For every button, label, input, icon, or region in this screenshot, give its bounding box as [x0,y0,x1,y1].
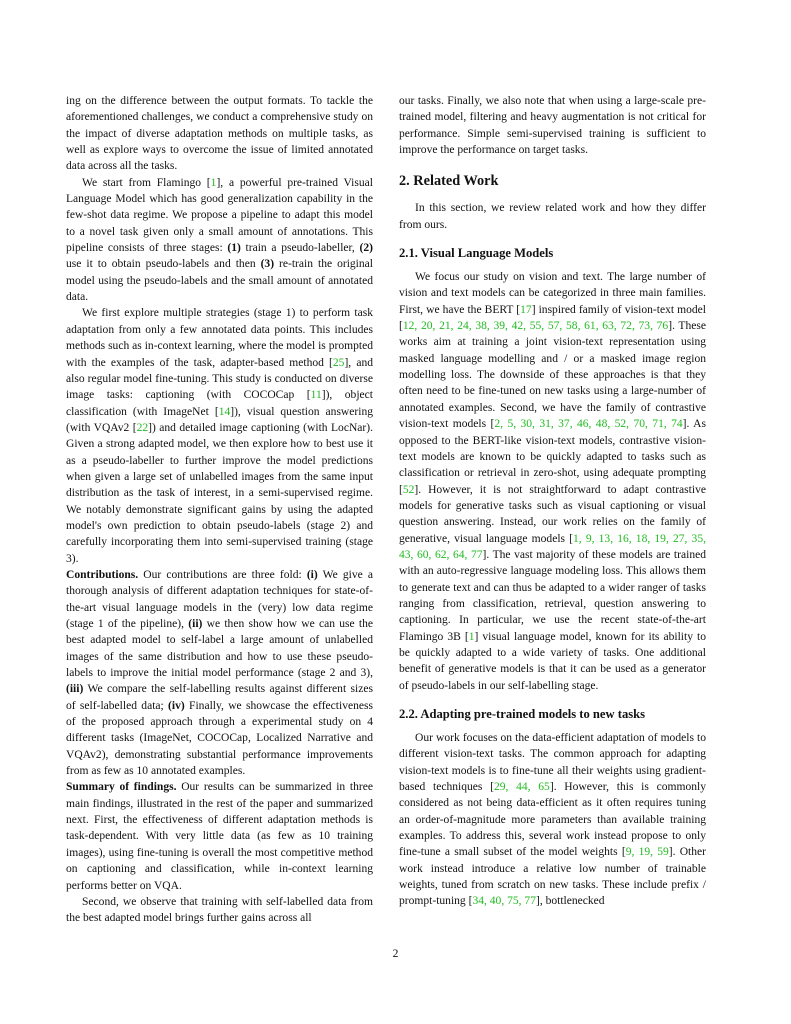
paragraph-flamingo-pipeline: We start from Flamingo [1], a powerful pre-trained Visual Language Model which has good generalization capability in the few-shot data regime. We propose a pipeline to adapt this model to a novel task given only a small amount of annotations. This pipeline consists of three stages: (1) train a pseudo-labeller, (2) use it to obtain pseudo-labels and then (3) re-train the original model using the pseudo-labels and the small amount of annotated data. [66,176,373,304]
left-column [66,93,373,927]
citation-link[interactable]: 52 [402,483,415,496]
citation-link[interactable]: 1 [468,630,475,643]
citation-link[interactable]: 25 [332,356,345,369]
citation-link[interactable]: 17 [520,303,532,316]
citation-link[interactable]: 11 [310,389,322,402]
citation-link[interactable]: 1 [210,176,217,189]
paragraph-summary-of-findings: Summary of findings. Our results can be summarized in three main findings, illustrated in the rest of the paper and summarized next. First, the effectiveness of different adaptation methods is task-dependent. With very little data (as few as 10 training images), using fine-tuning is overall the most competitive method on captioning and classification, while in-context learning performs better on VQA. [66,781,373,892]
subsection-title-adapting-models: 2.2. Adapting pre-trained models to new tasks [399,707,646,721]
paragraph-final-finding: our tasks. Finally, we also note that when using a large-scale pre-trained model, filtering and heavy augmentation is not critical for performance. Simple semi-supervised training is sufficient to improve the performance on target tasks. [399,95,706,157]
citation-link[interactable]: 1, 9, 13, 16, 18, 19, 27, 35, 43, 60, 62, 64, 77 [399,532,706,561]
contributions-heading: Contributions. [66,568,139,581]
paragraph-second-finding: Second, we observe that training with self-labelled data from the best adapted model brings further gains across all [66,895,373,925]
paragraph-adapting-models: Our work focuses on the data-efficient adaptation of models to different vision-text tasks. The common approach for adapting vision-text models is to fine-tune all their weights using gradient-based techniques [29, 44, 65]. However, this is commonly considered as not being data-efficient as it often requires tuning an order-of-magnitude more parameters than available training examples. To address this, several work instead propose to only fine-tune a small subset of the model weights [9, 19, 59]. Other work instead introduce a relative low number of trainable weights, tuned from scratch on new tasks. These include prefix / prompt-tuning [34, 40, 75, 77], bottlenecked [399,732,706,908]
paragraph-intro-continued: ing on the difference between the output formats. To tackle the aforementioned challenges, we conduct a comprehensive study on the impact of diverse adaptation methods on multiple tasks, as well as explore ways to overcome the issue of limited annotated data across all the tasks. [66,95,373,173]
paragraph-related-work-intro: In this section, we review related work and how they differ from ours. [399,202,706,231]
paragraph-contributions: Contributions. Our contributions are three fold: (i) We give a thorough analysis of different adaptation techniques for state-of-the-art visual language models in the (very) low data regime (stage 1 of the pipeline), (ii) we then show how we can use the best adapted model to self-label a large amount of unlabelled images of the same distribution and how to use these pseudo-labels to improve the initial model performance (stage 2 and 3), (iii) We compare the self-labelling results against different sizes of self-labelled data; (iv) Finally, we showcase the effectiveness of the proposed approach through a experimental study on 4 different tasks (ImageNet, COCOCap, Localized Narrative and VQAv2), demonstrating substantial performance improvements from as few as 10 annotated examples. [66,568,373,778]
citation-link[interactable]: 2, 5, 30, 31, 37, 46, 48, 52, 70, 71, 74 [494,418,683,431]
citation-link[interactable]: 34, 40, 75, 77 [472,895,536,908]
citation-link[interactable]: 12, 20, 21, 24, 38, 39, 42, 55, 57, 58, 61, 63, 72, 73, 76 [402,320,669,333]
citation-link[interactable]: 29, 44, 65 [493,781,550,794]
citation-link[interactable]: 9, 19, 59 [625,846,669,859]
section-title-related-work: 2. Related Work [399,173,499,190]
right-column [399,93,706,910]
citation-link[interactable]: 14 [218,405,231,418]
citation-link[interactable]: 22 [136,421,149,434]
paragraph-visual-language-models: We focus our study on vision and text. The large number of vision and text models can be categorized in three main families. First, we have the BERT [17] inspired family of vision-text model [12, 20, 21, 24, 38, 39, 42, 55, 57, 58, 61, 63, 72, 73, 76]. These works aim at training a joint vision-text representation using masked language modelling and / or a masked image region modelling loss. The downside of these approaches is that they often need to be fine-tuned on new tasks using a large-number of annotated examples. Second, we have the family of contrastive vision-text models [2, 5, 30, 31, 37, 46, 48, 52, 70, 71, 74]. As opposed to the BERT-like vision-text models, contrastive vision-text models are known to be quickly adapted to tasks such as classification or retrieval in zero-shot, using adequate prompting [52]. However, it is not straightforward to adapt contrastive models for generative tasks such as visual captioning or visual question answering. Instead, our work relies on the family of generative, visual language models [1, 9, 13, 16, 18, 19, 27, 35, 43, 60, 62, 64, 77]. The vast majority of these models are trained with an auto-regressive language modeling loss. This allows them to generate text and can thus be adapted to a wider ranger of tasks ranging from classification, retrieval, question answering to captioning. In particular, we use the recent state-of-the-art Flamingo 3B [1] visual language model, known for its ability to be quickly adapted to a wide variety of tasks. One additional benefit of generative models is that it can be used as a generator of pseudo-labels in our self-labelling stage. [399,271,707,692]
page-number: 2 [392,948,399,960]
subsection-title-visual-language-models: 2.1. Visual Language Models [399,246,554,261]
paragraph-adaptation-strategies: We first explore multiple strategies (stage 1) to perform task adaptation from only a few annotated data points. This includes methods such as in-context learning, where the model is prompted with the examples of the task, adapter-based method [25], and also regular model fine-tuning. This study is conducted on diverse image tasks: captioning (with COCOCap [11]), object classification (with ImageNet [14]), visual question answering (with VQAv2 [22]) and detailed image captioning (with LocNar). Given a strong adapted model, we then explore how to best use it as a pseudo-labeller to further improve the model predictions when given a large set of unlabelled images from the same input distribution as the task of interest, in a semi-supervised regime. We notably demonstrate significant gains by using the adapted model's own prediction to obtain pseudo-labels (stage 2) and carefully incorporating them into semi-supervised training (stage 3). [66,307,373,565]
summary-heading: Summary of findings. [66,781,177,794]
